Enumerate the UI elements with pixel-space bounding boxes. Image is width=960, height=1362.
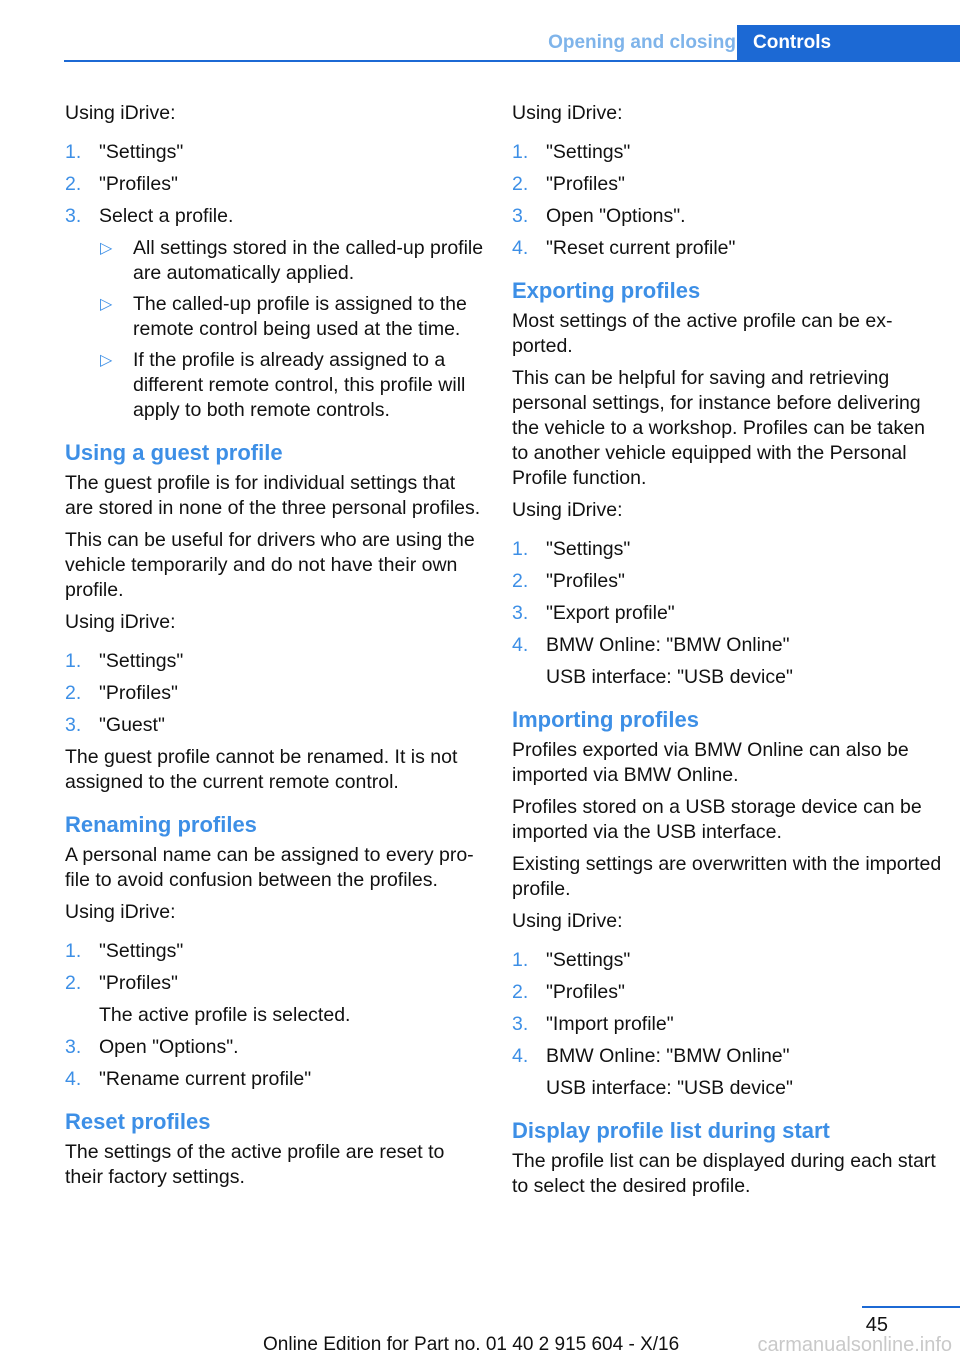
list-item <box>65 971 485 1028</box>
edition-note: Online Edition for Part no. 01 40 2 915 604 - X/16 <box>263 1334 680 1355</box>
using-idrive-intro: Using iDrive: <box>65 102 176 124</box>
step-text: "Profiles" <box>99 972 178 994</box>
list-item <box>65 713 485 738</box>
step-number: 1. <box>65 940 82 962</box>
using-idrive-intro: Using iDrive: <box>512 499 623 521</box>
step-note: USB interface: "USB device" <box>546 666 793 688</box>
step-number: 3. <box>65 714 82 736</box>
step-text: "Settings" <box>546 538 631 560</box>
list-item <box>99 348 485 423</box>
step-text: "Settings" <box>546 141 631 163</box>
list-item <box>512 601 942 626</box>
list-item <box>65 1035 485 1060</box>
step-number: 1. <box>512 141 529 163</box>
step-text: Open "Options". <box>546 205 686 227</box>
rename-paragraph-1: A personal name can be assigned to every profile to avoid confusion between the profiles. <box>65 844 474 891</box>
heading-importing-profiles: Importing profiles <box>512 707 699 732</box>
step-number: 2. <box>65 173 82 195</box>
step-text: "Profiles" <box>546 981 625 1003</box>
step-text: "Import profile" <box>546 1013 674 1035</box>
step-number: 2. <box>512 173 529 195</box>
bullet-text: If the profile is already assigned to a different remote control, this profile will apply to both remote controls. <box>133 349 466 421</box>
list-item <box>512 980 942 1005</box>
guest-paragraph-1: The guest profile is for individual settings that are stored in none of the three personal profiles. <box>65 472 481 519</box>
list-item <box>99 236 485 286</box>
list-item <box>512 537 942 562</box>
header-section-title: Opening and closing <box>548 32 736 53</box>
header-rule <box>64 60 960 62</box>
list-item <box>65 140 485 165</box>
step-text: "Settings" <box>99 650 184 672</box>
import-paragraph-2: Profiles stored on a USB storage device can be imported via the USB interface. <box>512 796 922 843</box>
select-profile-bullets <box>99 236 485 423</box>
heading-guest-profile: Using a guest profile <box>65 440 283 465</box>
step-number: 2. <box>512 981 529 1003</box>
triangle-bullet-icon: ▷ <box>100 240 113 257</box>
list-item <box>65 649 485 674</box>
list-item <box>512 1044 942 1101</box>
step-number: 3. <box>512 1013 529 1035</box>
watermark: carmanualsonline.info <box>757 1334 952 1356</box>
list-item <box>512 236 942 261</box>
import-paragraph-1: Profiles exported via BMW Online can also be imported via BMW Online. <box>512 739 909 786</box>
heading-display-profile-list: Display profile list during start <box>512 1118 830 1143</box>
step-number: 3. <box>512 205 529 227</box>
step-text: "Guest" <box>99 714 165 736</box>
step-text: "Profiles" <box>99 173 178 195</box>
import-paragraph-3: Existing settings are overwritten with the imported profile. <box>512 853 942 900</box>
heading-reset-profiles: Reset profiles <box>65 1109 211 1134</box>
step-text: "Settings" <box>99 940 184 962</box>
step-number: 1. <box>65 141 82 163</box>
list-item <box>99 292 485 342</box>
list-item <box>65 939 485 964</box>
list-item <box>65 172 485 197</box>
step-text: Open "Options". <box>99 1036 239 1058</box>
export-paragraph-1: Most settings of the active profile can be exported. <box>512 310 893 357</box>
heading-renaming-profiles: Renaming profiles <box>65 812 257 837</box>
step-text: "Profiles" <box>546 173 625 195</box>
step-text: BMW Online: "BMW Online" <box>546 634 790 656</box>
footer-rule <box>862 1306 960 1308</box>
page-header <box>0 25 960 61</box>
export-steps <box>512 537 942 690</box>
step-number: 4. <box>512 634 529 656</box>
step-number: 4. <box>65 1068 82 1090</box>
step-number: 3. <box>65 1036 82 1058</box>
list-item <box>512 633 942 690</box>
step-number: 3. <box>65 205 82 227</box>
select-profile-steps <box>65 140 485 423</box>
list-item <box>65 204 485 423</box>
right-column <box>512 101 942 1206</box>
step-text: "Export profile" <box>546 602 675 624</box>
step-note: The active profile is selected. <box>99 1004 351 1026</box>
triangle-bullet-icon: ▷ <box>100 296 113 313</box>
using-idrive-intro: Using iDrive: <box>512 910 623 932</box>
list-item <box>65 681 485 706</box>
step-number: 2. <box>65 682 82 704</box>
reset-paragraph-1: The settings of the active profile are reset to their factory settings. <box>65 1141 445 1188</box>
step-text: "Rename current profile" <box>99 1068 312 1090</box>
heading-exporting-profiles: Exporting profiles <box>512 278 701 303</box>
list-item <box>512 1012 942 1037</box>
triangle-bullet-icon: ▷ <box>100 352 113 369</box>
reset-steps <box>512 140 942 261</box>
list-item <box>512 948 942 973</box>
step-note: USB interface: "USB device" <box>546 1077 793 1099</box>
step-number: 1. <box>512 538 529 560</box>
using-idrive-intro: Using iDrive: <box>512 102 623 124</box>
step-number: 1. <box>65 650 82 672</box>
step-text: "Reset current profile" <box>546 237 736 259</box>
step-text: "Profiles" <box>99 682 178 704</box>
step-number: 3. <box>512 602 529 624</box>
step-number: 4. <box>512 1045 529 1067</box>
step-number: 2. <box>65 972 82 994</box>
guest-steps <box>65 649 485 738</box>
list-item <box>512 140 942 165</box>
display-paragraph-1: The profile list can be displayed during each start to select the desired profile. <box>512 1150 936 1197</box>
step-number: 4. <box>512 237 529 259</box>
header-chapter-tab: Controls <box>737 25 960 61</box>
bullet-text: All settings stored in the called-up profile are automatically applied. <box>133 237 484 284</box>
using-idrive-intro: Using iDrive: <box>65 901 176 923</box>
step-text: Select a profile. <box>99 205 234 227</box>
step-text: BMW Online: "BMW Online" <box>546 1045 790 1067</box>
guest-paragraph-2: This can be useful for drivers who are using the vehicle temporarily and do not have their own profile. <box>65 529 475 601</box>
left-column <box>65 101 485 1197</box>
list-item <box>512 204 942 229</box>
step-text: "Settings" <box>546 949 631 971</box>
list-item <box>512 172 942 197</box>
page-number: 45 <box>865 1314 888 1336</box>
rename-steps <box>65 939 485 1092</box>
list-item <box>65 1067 485 1092</box>
import-steps <box>512 948 942 1101</box>
using-idrive-intro: Using iDrive: <box>65 611 176 633</box>
step-number: 1. <box>512 949 529 971</box>
step-text: "Profiles" <box>546 570 625 592</box>
export-paragraph-2: This can be helpful for saving and retrieving personal settings, for instance before delivering the vehicle to a workshop. Profiles can be taken to another vehicle equipped with the Personal Profile function. <box>512 367 925 489</box>
bullet-text: The called-up profile is assigned to the remote control being used at the time. <box>133 293 467 340</box>
step-text: "Settings" <box>99 141 184 163</box>
guest-paragraph-3: The guest profile cannot be renamed. It is not assigned to the current remote control. <box>65 746 458 793</box>
step-number: 2. <box>512 570 529 592</box>
list-item <box>512 569 942 594</box>
